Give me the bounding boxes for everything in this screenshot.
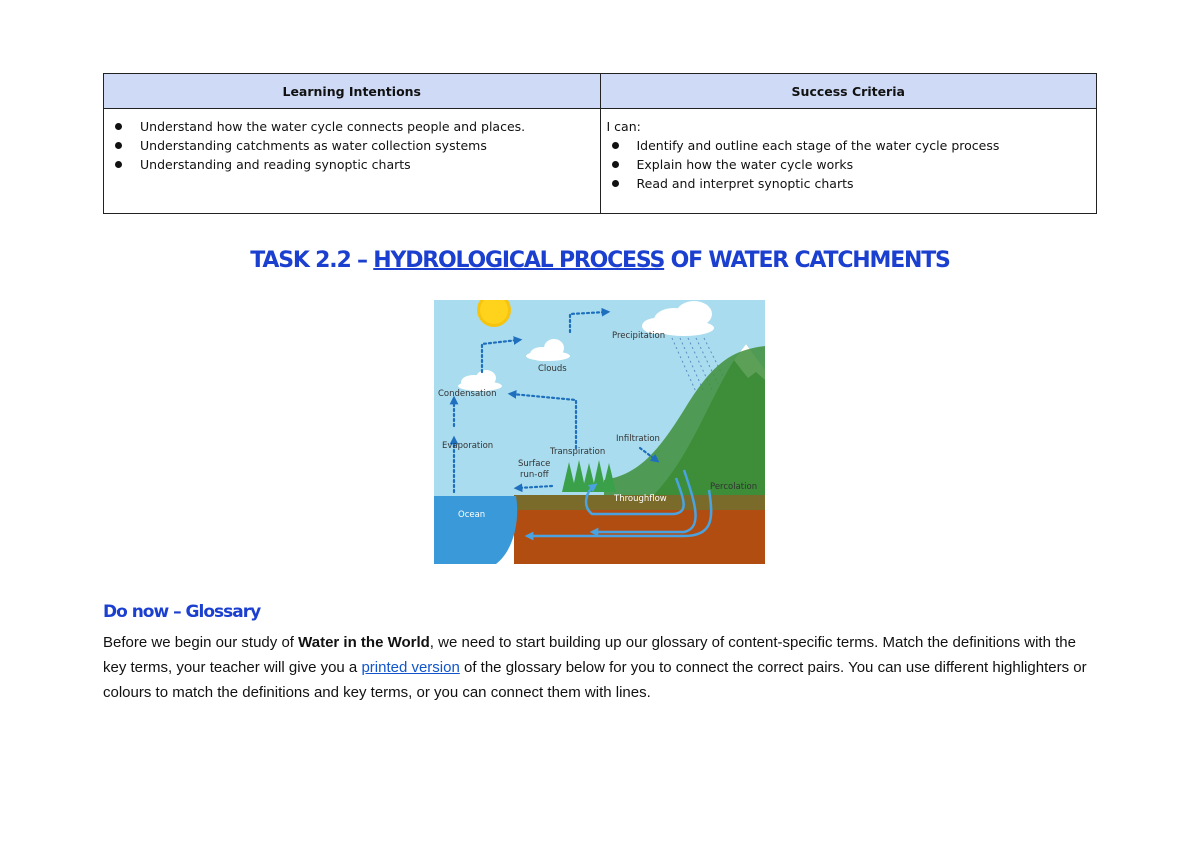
- para-text-2: , we need to start building up our glossary of content-specific terms. Match the definitions with the key terms, your teacher will give you a: [103, 634, 1076, 676]
- task-title-prefix: TASK 2.2 –: [250, 248, 374, 273]
- task-title: [0, 248, 1200, 273]
- task-title-suffix: OF WATER CATCHMENTS: [664, 248, 950, 273]
- intro-paragraph: [103, 630, 1103, 705]
- learning-intentions-header: Learning Intentions: [104, 74, 601, 109]
- learning-intentions-cell: [104, 109, 601, 214]
- success-criteria-list: [607, 136, 1091, 193]
- label-infiltration: Infiltration: [616, 434, 660, 444]
- label-transpiration: Transpiration: [550, 447, 606, 457]
- para-text-3: of the glossary below for you to connect the correct pairs. You can use different highlighters or colours to match the definitions and key terms, or you can connect them with lines.: [103, 659, 1087, 701]
- ocean: [434, 496, 517, 564]
- water-cycle-diagram: [434, 300, 765, 564]
- label-percolation: Percolation: [710, 482, 758, 492]
- label-condensation: Condensation: [438, 389, 497, 399]
- success-intro: I can:: [606, 119, 641, 134]
- printed-version-link[interactable]: printed version: [361, 659, 460, 676]
- para-bold: Water in the World: [298, 634, 430, 651]
- label-precipitation: Precipitation: [612, 331, 666, 341]
- list-item: Identify and outline each stage of the water cycle process: [637, 136, 1091, 155]
- para-text-1: Before we begin our study of: [103, 634, 299, 651]
- label-runoff: run-off: [520, 470, 549, 480]
- list-item: Read and interpret synoptic charts: [637, 174, 1091, 193]
- learning-table: [103, 73, 1097, 214]
- list-item: Understanding and reading synoptic charts: [140, 155, 594, 174]
- list-item: Explain how the water cycle works: [637, 155, 1091, 174]
- task-title-underlined: HYDROLOGICAL PROCESS: [373, 248, 665, 273]
- list-item: Understand how the water cycle connects people and places.: [140, 117, 594, 136]
- success-criteria-header: Success Criteria: [600, 74, 1097, 109]
- label-throughflow: Throughflow: [614, 494, 667, 504]
- label-clouds: Clouds: [538, 364, 567, 374]
- list-item: Understanding catchments as water collection systems: [140, 136, 594, 155]
- learning-intentions-list: [110, 117, 594, 174]
- do-now-heading: Do now – Glossary: [103, 602, 261, 622]
- label-ocean: Ocean: [458, 510, 486, 520]
- success-criteria-cell: [600, 109, 1097, 214]
- label-surface: Surface: [518, 459, 551, 469]
- label-evaporation: Evaporation: [442, 441, 494, 451]
